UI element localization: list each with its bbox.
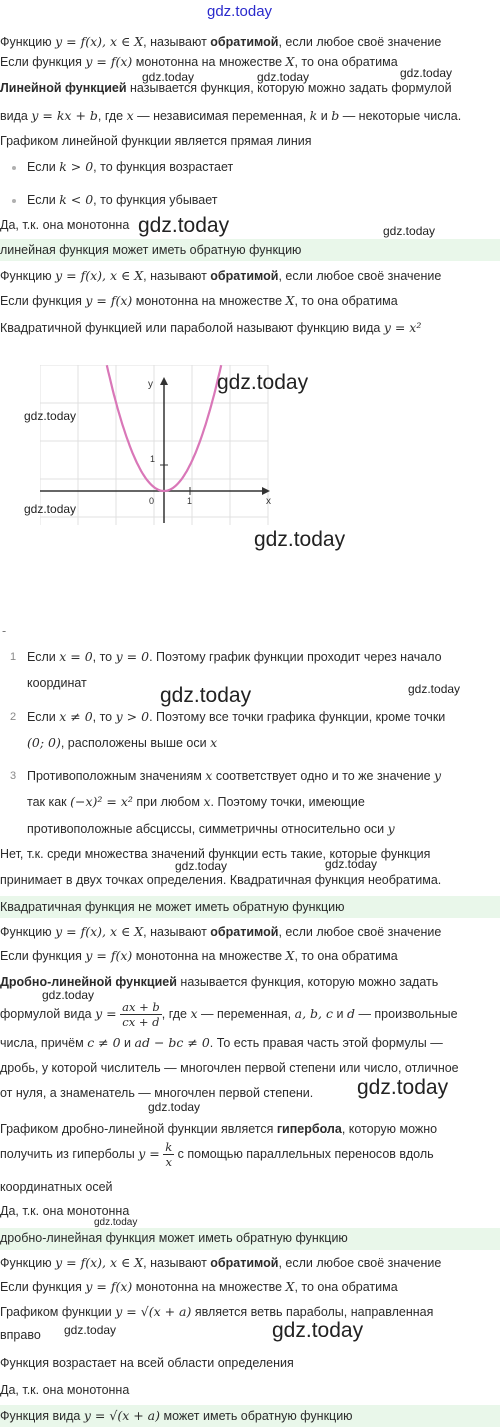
bullet-dot [12, 199, 16, 203]
text: , которую можно [341, 1122, 438, 1136]
text: , где [161, 1007, 187, 1022]
term: обратимой [210, 35, 279, 49]
watermark: gdz.today [357, 1076, 449, 1099]
math: y = f(x), x ∈ X [55, 268, 144, 283]
s1-line-1 [0, 34, 441, 51]
text: — независимая переменная, [137, 109, 307, 123]
text: . Поэтому график функции проходит через начало [149, 650, 442, 664]
text: Графиком дробно-линейной функции является [0, 1122, 274, 1136]
s3-line-5 [0, 1035, 443, 1052]
text: и [320, 109, 328, 123]
text: , то [92, 650, 113, 664]
site-watermark-top: gdz.today [207, 3, 273, 20]
text: формулой вида [0, 1007, 92, 1022]
y-axis-label: y [148, 379, 153, 390]
term: Дробно-линейной функцией [0, 975, 177, 989]
watermark: gdz.today [175, 859, 228, 873]
math: X [285, 293, 295, 308]
watermark: gdz.today [217, 371, 309, 394]
math: y = f(x) [85, 948, 133, 963]
s1-conclusion: линейная функция может иметь обратную функцию [0, 243, 302, 257]
text: — переменная, [200, 1007, 292, 1022]
text: Если функция [0, 55, 82, 69]
s2-point-1-cont: координат [27, 676, 87, 690]
text: Если функция [0, 949, 82, 963]
text: — произвольные [358, 1007, 458, 1022]
text: Функцию [0, 1256, 52, 1270]
math: x [210, 735, 218, 750]
bullet-dot [12, 166, 16, 170]
s4-conclusion [0, 1408, 353, 1425]
text: , называют [143, 35, 207, 49]
s4-answer: Да, т.к. она монотонна [0, 1383, 130, 1397]
s2-line-3 [0, 320, 421, 337]
s1-line-3 [0, 81, 452, 97]
text: Графиком функции [0, 1305, 112, 1319]
text: является ветвь параболы, направленная [194, 1305, 434, 1319]
math: y = 0 [115, 649, 150, 664]
list-number: 3 [10, 770, 17, 782]
math: (0; 0) [27, 735, 61, 750]
text: , называют [143, 925, 207, 939]
s3-line-9 [0, 1140, 434, 1174]
math: k > 0 [59, 159, 94, 174]
s1-line-4 [0, 108, 461, 125]
s1-bullet-1 [27, 159, 233, 176]
text: , если любое своё значение [278, 269, 442, 283]
text: Если [27, 160, 56, 174]
s3-line-1 [0, 924, 441, 941]
math: k < 0 [59, 192, 94, 207]
text: монотонна на множестве [135, 949, 283, 963]
text: , то она обратима [294, 55, 398, 69]
math: y = [95, 1006, 117, 1022]
text: , то функция убывает [93, 193, 218, 207]
watermark: gdz.today [142, 70, 195, 84]
math: y = f(x), x ∈ X [55, 1255, 144, 1270]
math: X [285, 54, 295, 69]
text: и [124, 1036, 132, 1050]
y-tick-label: 1 [150, 454, 156, 464]
s4-line-4: вправо [0, 1328, 41, 1342]
s2-line-1 [0, 268, 441, 285]
text: , то [92, 710, 113, 724]
fraction [163, 1140, 174, 1170]
math: y = [138, 1146, 160, 1162]
text: монотонна на множестве [135, 1280, 283, 1294]
text: соответствует одно и то же значение [215, 769, 431, 783]
s2-point-2 [27, 709, 445, 726]
text: Функцию [0, 269, 52, 283]
s2-answer-1: Нет, т.к. среди множества значений функции есть такие, которые функция [0, 847, 431, 861]
math: y = f(x) [85, 293, 133, 308]
x-tick-label: 1 [187, 496, 193, 506]
s3-line-2 [0, 948, 398, 965]
s3-line-6: дробь, у которой числитель — многочлен первой степени или число, отличное [0, 1061, 459, 1075]
s2-line-2 [0, 293, 398, 310]
watermark: gdz.today [64, 1323, 117, 1337]
s3-line-4 [0, 1000, 458, 1034]
text: при любом [136, 795, 200, 809]
s2-conclusion: Квадратичная функция не может иметь обратную функцию [0, 900, 345, 914]
math: y = f(x) [85, 1279, 133, 1294]
term: обратимой [210, 269, 279, 283]
text: , то она обратима [294, 1280, 398, 1294]
watermark: gdz.today [400, 66, 453, 80]
text: Если [27, 710, 56, 724]
s2-point-1 [27, 649, 442, 666]
math: (−x)² = x² [70, 794, 133, 809]
text: , называют [143, 1256, 207, 1270]
s2-point-3-cont [27, 794, 365, 811]
math: y > 0 [115, 709, 150, 724]
s3-answer: Да, т.к. она монотонна [0, 1204, 130, 1218]
text: монотонна на множестве [135, 294, 283, 308]
s2-point-3 [27, 768, 441, 785]
text: называется функция, которую можно задать формулой [130, 81, 452, 95]
text: , то функция возрастает [93, 160, 234, 174]
text: противоположные абсциссы, симметричны относительно оси [27, 822, 385, 836]
text: Функцию [0, 925, 52, 939]
text: , если любое своё значение [278, 1256, 442, 1270]
math: x [205, 768, 213, 783]
math: y = f(x), x ∈ X [55, 924, 144, 939]
text: , то она обратима [294, 294, 398, 308]
math: y = f(x) [85, 54, 133, 69]
y-axis-arrow-icon [160, 377, 168, 385]
math: x [190, 1006, 198, 1022]
watermark: gdz.today [24, 409, 77, 423]
math: c ≠ 0 [87, 1035, 121, 1050]
math: x ≠ 0 [59, 709, 93, 724]
origin-label: 0 [149, 496, 155, 506]
math: a, b, c [294, 1006, 333, 1022]
watermark: gdz.today [24, 502, 77, 516]
list-number: 1 [10, 651, 17, 663]
text: Если функция [0, 1280, 82, 1294]
text: , где [97, 109, 124, 123]
text: так как [27, 795, 67, 809]
math: y = x² [383, 320, 422, 335]
watermark: gdz.today [42, 988, 95, 1002]
text: числа, причём [0, 1036, 84, 1050]
math: y = kx + b [31, 108, 98, 123]
math: y [434, 768, 442, 783]
text: и [336, 1007, 344, 1022]
term: обратимой [210, 925, 279, 939]
text: Функция вида [0, 1409, 81, 1423]
s4-line-3 [0, 1304, 433, 1321]
watermark: gdz.today [257, 70, 310, 84]
term: Линейной функцией [0, 81, 127, 95]
s1-bullet-2 [27, 192, 218, 209]
s3-line-8 [0, 1122, 437, 1138]
list-number: 2 [10, 711, 17, 723]
dash-separator: - [2, 624, 7, 638]
watermark: gdz.today [272, 1319, 364, 1342]
text: называется функция, которую можно задать [180, 975, 439, 989]
text: — некоторые числа. [342, 109, 462, 123]
fraction [120, 1000, 162, 1030]
s4-line-5: Функция возрастает на всей области определения [0, 1356, 294, 1370]
watermark: gdz.today [94, 1217, 138, 1228]
text: . Поэтому все точки графика функции, кроме точки [149, 710, 446, 724]
text: Если [27, 650, 56, 664]
text: . Поэтому точки, имеющие [210, 795, 365, 809]
math: X [285, 948, 295, 963]
s4-line-2 [0, 1279, 398, 1296]
s2-point-2-cont [27, 735, 217, 752]
text: Противоположным значениям [27, 769, 202, 783]
s3-line-7: от нуля, а знаменатель — многочлен первой степени. [0, 1086, 314, 1100]
term: гипербола [276, 1122, 342, 1136]
math: X [285, 1279, 295, 1294]
watermark: gdz.today [254, 528, 346, 551]
text: с помощью параллельных переносов вдоль [177, 1147, 434, 1162]
fraction-denominator: cx + d [122, 1015, 160, 1030]
s1-answer: Да, т.к. она монотонна [0, 218, 130, 232]
watermark: gdz.today [325, 857, 378, 871]
x-axis-arrow-icon [262, 487, 270, 495]
text: монотонна на множестве [135, 55, 283, 69]
math: x [126, 108, 134, 123]
text: вида [0, 109, 28, 123]
math: y = √(x + a) [83, 1408, 160, 1423]
text: Если [27, 193, 56, 207]
watermark: gdz.today [160, 684, 252, 707]
text: Функцию [0, 35, 52, 49]
math: d [346, 1006, 355, 1022]
text: может иметь обратную функцию [163, 1409, 353, 1423]
text: , расположены выше оси [60, 736, 207, 750]
text: , если любое своё значение [278, 35, 442, 49]
fraction-denominator: x [165, 1155, 172, 1170]
math: k [309, 108, 318, 123]
math: b [331, 108, 340, 123]
math: y = √(x + a) [115, 1304, 192, 1319]
term: обратимой [210, 1256, 279, 1270]
text: , то она обратима [294, 949, 398, 963]
watermark: gdz.today [148, 1100, 201, 1114]
math: y = f(x), x ∈ X [55, 34, 144, 49]
text: . То есть правая часть этой формулы — [209, 1036, 443, 1050]
watermark: gdz.today [408, 682, 461, 696]
math: x [203, 794, 211, 809]
x-axis-label: x [266, 496, 271, 507]
text: Если функция [0, 294, 82, 308]
math: x = 0 [59, 649, 93, 664]
s2-answer-2: принимает в двух точках определения. Квадратичная функция необратима. [0, 873, 442, 887]
text: Квадратичной функцией или параболой называют функцию вида [0, 321, 381, 335]
s1-line-2 [0, 54, 398, 71]
s3-line-10: координатных осей [0, 1180, 113, 1194]
s3-conclusion: дробно-линейная функция может иметь обратную функцию [0, 1231, 348, 1245]
s1-line-5: Графиком линейной функции является прямая линия [0, 134, 312, 148]
watermark: gdz.today [138, 214, 230, 237]
fraction-numerator: ax + b [122, 1000, 160, 1014]
math: y [387, 821, 395, 836]
text: , называют [143, 269, 207, 283]
fraction-numerator: k [165, 1140, 173, 1154]
s4-line-1 [0, 1255, 441, 1272]
text: получить из гиперболы [0, 1147, 135, 1162]
watermark: gdz.today [383, 224, 436, 238]
s2-point-3-cont-2 [27, 821, 395, 838]
text: , если любое своё значение [278, 925, 442, 939]
math: ad − bc ≠ 0 [134, 1035, 210, 1050]
